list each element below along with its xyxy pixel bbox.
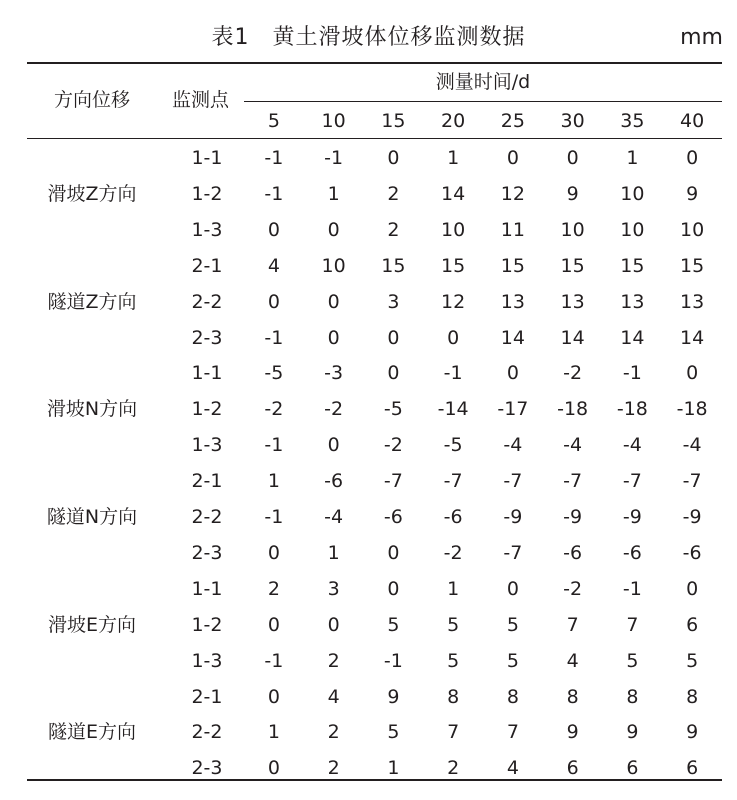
table-cell: 3 xyxy=(387,290,400,313)
table-cell: 0 xyxy=(267,541,280,564)
table-cell: 10 xyxy=(560,218,585,241)
table-cell: 0 xyxy=(267,613,280,636)
table-cell: 9 xyxy=(686,721,699,744)
table-cell: -4 xyxy=(503,434,523,457)
monitor-point: 2-3 xyxy=(191,757,223,780)
table-cell: 2 xyxy=(327,721,340,744)
table-cell: 9 xyxy=(686,182,699,205)
table-cell: 10 xyxy=(680,218,705,241)
table-cell: -6 xyxy=(443,506,463,528)
table-cell: 14 xyxy=(620,326,645,349)
table-cell: 1 xyxy=(626,147,639,169)
group-label: 滑坡E方向 xyxy=(47,613,136,636)
table-cell: -6 xyxy=(622,541,642,564)
group-label: 隧道Z方向 xyxy=(47,290,137,313)
table-cell: -2 xyxy=(324,398,344,421)
monitor-point: 2-2 xyxy=(191,506,223,528)
table-cell: -7 xyxy=(443,470,463,493)
table-cell: 9 xyxy=(387,685,400,708)
table-cell: 10 xyxy=(620,182,645,205)
table-cell: 0 xyxy=(267,290,280,313)
table-cell: 7 xyxy=(566,613,579,636)
table-cell: 0 xyxy=(327,218,340,241)
monitor-point: 2-2 xyxy=(191,290,223,313)
table-cell: 2 xyxy=(267,577,280,600)
table-cell: 2 xyxy=(327,649,340,672)
table-cell: -7 xyxy=(383,470,403,493)
table-cell: 15 xyxy=(441,254,466,277)
table-cell: 1 xyxy=(447,577,460,600)
table-cell: -4 xyxy=(622,434,642,457)
table-cell: 2 xyxy=(387,218,400,241)
table-cell: 0 xyxy=(566,147,579,169)
monitor-point: 2-2 xyxy=(191,721,223,744)
table-cell: -1 xyxy=(324,147,344,169)
table-cell: 5 xyxy=(387,721,400,744)
table-cell: 8 xyxy=(447,685,460,708)
table-cell: -18 xyxy=(557,398,589,421)
table-cell: 1 xyxy=(327,541,340,564)
monitor-point: 2-1 xyxy=(191,254,223,277)
monitor-point: 1-2 xyxy=(191,182,223,205)
table-cell: 0 xyxy=(686,147,699,169)
table-cell: -6 xyxy=(383,506,403,528)
group-label: 隧道E方向 xyxy=(47,721,136,744)
table-cell: -9 xyxy=(563,506,583,528)
table-cell: -5 xyxy=(443,434,463,457)
table-cell: 6 xyxy=(626,757,639,780)
table-cell: -5 xyxy=(264,362,284,385)
table-cell: -1 xyxy=(443,362,463,385)
header-day: 10 xyxy=(321,110,346,132)
table-cell: 8 xyxy=(626,685,639,708)
table-cell: 6 xyxy=(686,757,699,780)
header-day: 40 xyxy=(680,110,705,132)
table-cell: 7 xyxy=(447,721,460,744)
table-cell: -3 xyxy=(324,362,344,385)
table-cell: 1 xyxy=(387,757,400,780)
table-cell: -7 xyxy=(682,470,702,493)
table-cell: 14 xyxy=(500,326,525,349)
table-cell: -6 xyxy=(324,470,344,493)
table-cell: 1 xyxy=(267,470,280,493)
table-cell: 0 xyxy=(506,147,519,169)
table-cell: 9 xyxy=(626,721,639,744)
table-cell: 0 xyxy=(387,541,400,564)
table-cell: 15 xyxy=(680,254,705,277)
table-cell: 1 xyxy=(447,147,460,169)
table-cell: 0 xyxy=(686,577,699,600)
table-cell: 4 xyxy=(506,757,519,780)
table-cell: 4 xyxy=(327,685,340,708)
table-cell: 6 xyxy=(686,613,699,636)
table-cell: -4 xyxy=(682,434,702,457)
table-cell: 7 xyxy=(626,613,639,636)
table-cell: -6 xyxy=(563,541,583,564)
table-cell: -2 xyxy=(383,434,403,457)
table-cell: -1 xyxy=(264,649,284,672)
table-cell: -2 xyxy=(563,577,583,600)
header-point: 监测点 xyxy=(171,89,229,111)
monitor-point: 2-1 xyxy=(191,685,223,708)
monitor-point: 1-1 xyxy=(191,577,223,600)
table-cell: -1 xyxy=(264,147,284,169)
header-time: 测量时间/d xyxy=(435,71,531,93)
monitor-point: 1-2 xyxy=(191,398,223,421)
monitor-point: 1-3 xyxy=(191,434,223,457)
table-cell: 2 xyxy=(327,757,340,780)
table-cell: 10 xyxy=(321,254,346,277)
table-cell: 0 xyxy=(506,577,519,600)
table-cell: -7 xyxy=(622,470,642,493)
table-cell: 3 xyxy=(327,577,340,600)
table-cell: 0 xyxy=(506,362,519,385)
table-cell: -9 xyxy=(503,506,523,528)
table-cell: 5 xyxy=(387,613,400,636)
table-cell: 5 xyxy=(506,649,519,672)
table-cell: 8 xyxy=(566,685,579,708)
monitor-point: 1-1 xyxy=(191,362,223,385)
table-cell: -7 xyxy=(563,470,583,493)
header-day: 35 xyxy=(620,110,645,132)
table-cell: 0 xyxy=(267,218,280,241)
table-cell: -17 xyxy=(497,398,529,421)
table-cell: 5 xyxy=(447,613,460,636)
table-cell: 6 xyxy=(566,757,579,780)
table-cell: 12 xyxy=(500,182,525,205)
table-title: 表1 黄土滑坡体位移监测数据 xyxy=(211,25,526,50)
table-cell: 10 xyxy=(441,218,466,241)
table-cell: 4 xyxy=(566,649,579,672)
header-day: 15 xyxy=(381,110,406,132)
table-cell: 15 xyxy=(620,254,645,277)
table-cell: -1 xyxy=(264,434,284,457)
table-cell: -2 xyxy=(563,362,583,385)
table-cell: 0 xyxy=(387,326,400,349)
header-day: 30 xyxy=(560,110,585,132)
time-subrule xyxy=(244,101,722,102)
table-cell: 0 xyxy=(686,362,699,385)
table-cell: 2 xyxy=(447,757,460,780)
table-cell: 0 xyxy=(387,147,400,169)
table-cell: -2 xyxy=(264,398,284,421)
header-day: 5 xyxy=(267,110,280,132)
table-cell: 10 xyxy=(620,218,645,241)
table-cell: 0 xyxy=(327,290,340,313)
table-cell: 9 xyxy=(566,182,579,205)
table-cell: 15 xyxy=(500,254,525,277)
monitor-point: 2-3 xyxy=(191,326,223,349)
table-cell: -2 xyxy=(443,541,463,564)
unit-label: mm xyxy=(680,25,723,50)
table-cell: 12 xyxy=(441,290,466,313)
table-cell: 15 xyxy=(560,254,585,277)
table-cell: 13 xyxy=(620,290,645,313)
table-cell: 5 xyxy=(447,649,460,672)
table-cell: 14 xyxy=(680,326,705,349)
table-cell: 0 xyxy=(267,685,280,708)
monitor-point: 2-3 xyxy=(191,541,223,564)
monitor-point: 1-3 xyxy=(191,649,223,672)
table-cell: 1 xyxy=(327,182,340,205)
table-cell: -18 xyxy=(616,398,648,421)
table-cell: -1 xyxy=(264,506,284,528)
table-cell: 9 xyxy=(566,721,579,744)
table-cell: 0 xyxy=(327,434,340,457)
table-cell: 14 xyxy=(560,326,585,349)
table-cell: -1 xyxy=(264,326,284,349)
table-cell: 0 xyxy=(327,326,340,349)
monitor-point: 1-1 xyxy=(191,147,223,169)
table-cell: 0 xyxy=(267,757,280,780)
table-cell: -6 xyxy=(682,541,702,564)
header-day: 20 xyxy=(441,110,466,132)
table-cell: -18 xyxy=(676,398,708,421)
table-cell: 0 xyxy=(387,577,400,600)
table-cell: -1 xyxy=(622,577,642,600)
table-cell: -4 xyxy=(563,434,583,457)
header-day: 25 xyxy=(500,110,525,132)
table-cell: 11 xyxy=(500,218,525,241)
table-cell: 7 xyxy=(506,721,519,744)
table-cell: -1 xyxy=(622,362,642,385)
table-cell: 8 xyxy=(686,685,699,708)
group-label: 滑坡N方向 xyxy=(46,398,138,421)
table-cell: -1 xyxy=(383,649,403,672)
header-direction: 方向位移 xyxy=(53,89,130,111)
table-cell: 14 xyxy=(441,182,466,205)
table-cell: -9 xyxy=(622,506,642,528)
table-cell: 5 xyxy=(506,613,519,636)
table-cell: 1 xyxy=(267,721,280,744)
table-cell: 5 xyxy=(686,649,699,672)
table-cell: -7 xyxy=(503,470,523,493)
table-cell: 5 xyxy=(626,649,639,672)
group-label: 滑坡Z方向 xyxy=(47,182,137,205)
table-cell: 4 xyxy=(267,254,280,277)
table-cell: -1 xyxy=(264,182,284,205)
monitor-point: 1-2 xyxy=(191,613,223,636)
table-cell: -7 xyxy=(503,541,523,564)
monitor-point: 1-3 xyxy=(191,218,223,241)
table-cell: 0 xyxy=(327,613,340,636)
table-cell: 13 xyxy=(680,290,705,313)
table-cell: -9 xyxy=(682,506,702,528)
table-cell: 2 xyxy=(387,182,400,205)
table-cell: -4 xyxy=(324,506,344,528)
table-cell: 13 xyxy=(560,290,585,313)
table-cell: 0 xyxy=(387,362,400,385)
table-cell: -5 xyxy=(383,398,403,421)
table-cell: 0 xyxy=(447,326,460,349)
table-cell: 8 xyxy=(506,685,519,708)
group-label: 隧道N方向 xyxy=(46,506,138,528)
table-cell: -14 xyxy=(437,398,469,421)
table-cell: 13 xyxy=(500,290,525,313)
table-cell: 15 xyxy=(381,254,406,277)
monitor-point: 2-1 xyxy=(191,470,223,493)
